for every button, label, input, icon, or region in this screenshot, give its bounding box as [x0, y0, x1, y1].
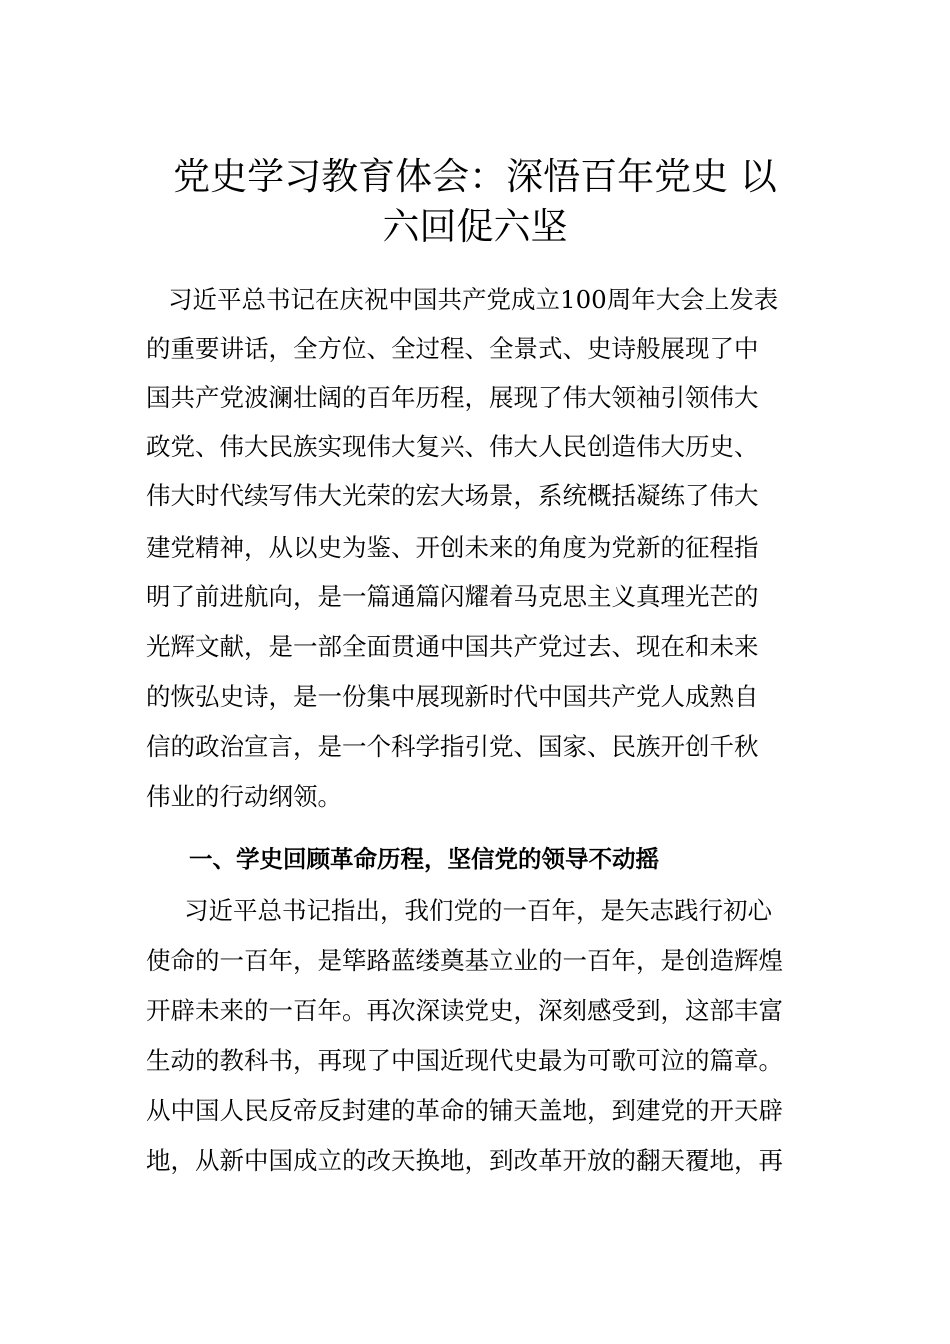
paragraph-2-line-1: 习近平总书记指出，我们党的一百年，是矢志践行初心	[184, 896, 772, 925]
paragraph-1-line-2: 的重要讲话，全方位、全过程、全景式、史诗般展现了中	[146, 334, 759, 363]
document-title-line-2: 六回促六坚	[382, 205, 568, 248]
paragraph-1-line-8: 光辉文献，是一部全面贯通中国共产党过去、现在和未来	[146, 632, 759, 661]
paragraph-2-line-4: 生动的教科书，再现了中国近现代史最为可歌可泣的篇章。	[146, 1046, 783, 1075]
paragraph-2-line-5: 从中国人民反帝反封建的革命的铺天盖地，到建党的开天辟	[146, 1096, 783, 1125]
paragraph-2-line-3: 开辟未来的一百年。再次深读党史，深刻感受到，这部丰富	[146, 996, 783, 1025]
paragraph-1-line-3: 国共产党波澜壮阔的百年历程，展现了伟大领袖引领伟大	[146, 383, 759, 412]
paragraph-1-line-10: 信的政治宣言，是一个科学指引党、国家、民族开创千秋	[146, 732, 759, 761]
paragraph-2-line-2: 使命的一百年，是筚路蓝缕奠基立业的一百年，是创造辉煌	[146, 946, 783, 975]
paragraph-1-line-7: 明了前进航向，是一篇通篇闪耀着马克思主义真理光芒的	[146, 582, 759, 611]
paragraph-2-line-6: 地，从新中国成立的改天换地，到改革开放的翻天覆地，再	[146, 1146, 783, 1175]
paragraph-1-line-6: 建党精神，从以史为鉴、开创未来的角度为党新的征程指	[146, 533, 759, 562]
paragraph-1-line-4: 政党、伟大民族实现伟大复兴、伟大人民创造伟大历史、	[146, 432, 759, 461]
paragraph-1-line-1: 习近平总书记在庆祝中国共产党成立100周年大会上发表	[168, 285, 779, 314]
paragraph-1-line-5: 伟大时代续写伟大光荣的宏大场景，系统概括凝练了伟大	[146, 481, 759, 510]
document-title-line-1: 党史学习教育体会：深悟百年党史 以	[173, 155, 777, 198]
paragraph-1-line-9: 的恢弘史诗，是一份集中展现新时代中国共产党人成熟自	[146, 682, 759, 711]
paragraph-1-line-11: 伟业的行动纲领。	[146, 782, 342, 811]
section-1-heading: 一、学史回顾革命历程，坚信党的领导不动摇	[189, 845, 659, 873]
